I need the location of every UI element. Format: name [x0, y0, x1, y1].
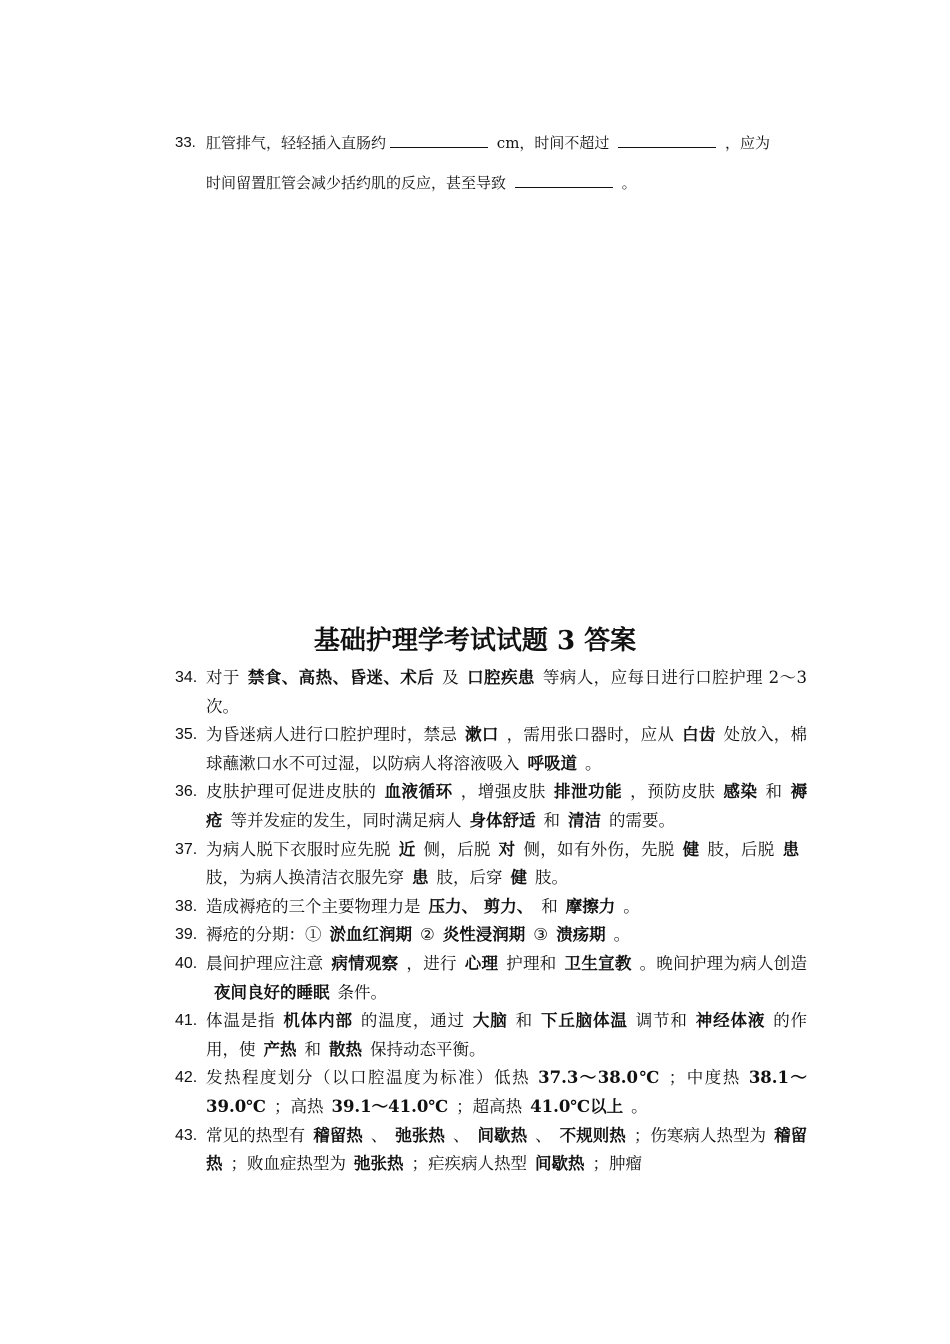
answer-text: ，预防皮肤 [630, 782, 716, 802]
answer-keyword: 压力、 剪力、 [428, 896, 534, 916]
answer-keyword: 摩擦力 [565, 896, 616, 916]
answer-text: 及 [442, 668, 460, 687]
answer-item [175, 921, 807, 950]
answer-keyword: 夜间良好的睡眠 [214, 982, 330, 1002]
answer-item [175, 836, 807, 893]
answer-keyword: 炎性浸润期 [442, 925, 526, 945]
answer-number: 38. [175, 897, 198, 915]
question-33 [175, 123, 815, 203]
answer-keyword: 健 [682, 839, 700, 859]
answer-text: ，增强皮肤 [460, 782, 546, 802]
answer-number: 39. [175, 926, 198, 944]
answer-keyword: 大脑 [472, 1011, 508, 1031]
answer-text: 为病人脱下衣服时应先脱 [206, 839, 391, 859]
answer-keyword: 白齿 [682, 725, 716, 745]
answer-text: 的温度，通过 [360, 1011, 465, 1031]
answer-item [175, 664, 807, 721]
answer-text: 体温是指 [206, 1011, 276, 1031]
answer-blank [390, 132, 488, 148]
answer-text: 等病人，应每日进行口腔护理 2～3 次。 [206, 668, 808, 716]
answer-text: 。晚间护理为病人创造 [639, 953, 807, 973]
answer-text: ；疟疾病人热型 [411, 1154, 527, 1174]
answer-keyword: 呼吸道 [527, 753, 577, 773]
answer-text: 常见的热型有 [206, 1125, 306, 1145]
answer-text: 造成褥疮的三个主要物理力是 [206, 896, 421, 916]
answer-text: 。 [631, 1096, 648, 1116]
question-text-part: 肛管排气，轻轻插入直肠约 [206, 134, 387, 152]
question-text [206, 123, 815, 203]
answer-keyword: 39.1～41.0℃ [331, 1096, 449, 1116]
answer-keyword: 清洁 [568, 810, 601, 830]
answer-keyword: 间歇热 [535, 1154, 585, 1174]
answer-text: 护理和 [506, 953, 557, 973]
answer-keyword: 感染 [723, 782, 758, 802]
answer-keyword: 稽留热 [313, 1125, 363, 1145]
answer-keyword: 散热 [329, 1039, 362, 1059]
answer-item [175, 721, 807, 778]
answer-keyword: 淤血红润期 [329, 925, 412, 945]
answer-keyword: 身体舒适 [469, 810, 536, 830]
answer-keyword: 溃疡期 [556, 925, 606, 945]
answer-text: ；伤寒病人热型为 [633, 1125, 767, 1145]
question-text-part: 。 [621, 174, 637, 192]
answer-number: 40. [175, 954, 198, 972]
answer-keyword: 排泄功能 [553, 782, 623, 802]
answer-keyword: 口腔疾患 [467, 668, 535, 687]
answer-text: 的作用，使 [206, 1011, 808, 1059]
answer-keyword: 弛张热 [395, 1125, 445, 1145]
answer-text: 。 [585, 753, 602, 773]
answer-item [175, 950, 807, 1007]
answer-text: 和 [541, 896, 558, 916]
answer-number: 36. [175, 783, 198, 801]
question-text-part: cm，时间不超过 [496, 134, 610, 152]
answer-number: 37. [175, 840, 198, 858]
answer-blank [618, 132, 716, 148]
answer-keyword: 下丘脑体温 [540, 1011, 628, 1031]
question-number: 33. [175, 134, 196, 151]
answer-text: ；败血症热型为 [230, 1154, 346, 1174]
answer-number: 35. [175, 726, 198, 744]
answer-text: 侧，如有外伤，先脱 [523, 839, 675, 859]
answer-item [175, 1122, 807, 1179]
answer-text: 和 [515, 1011, 533, 1031]
answer-keyword: 近 [398, 839, 416, 859]
answer-text: 对于 [206, 668, 240, 687]
answer-text: 和 [543, 810, 560, 830]
answer-blank [515, 172, 613, 188]
answer-text: ② [420, 925, 435, 945]
answer-text: ；肿瘤 [592, 1154, 642, 1174]
answer-text: 肢，后穿 [436, 868, 503, 888]
answer-text: 。 [623, 896, 640, 916]
answer-text: 保持动态平衡。 [370, 1039, 486, 1059]
answer-text: 肢，后脱 [707, 839, 775, 859]
answer-text: 、 [370, 1125, 388, 1145]
answer-text: ；高热 [273, 1096, 324, 1116]
answer-item [175, 1007, 807, 1064]
answer-text: 肢。 [535, 868, 568, 888]
answer-text: 侧，后脱 [423, 839, 491, 859]
answer-keyword: 对 [498, 839, 516, 859]
answer-text: 和 [304, 1039, 321, 1059]
answer-text: 和 [765, 782, 783, 802]
answer-text: 。 [613, 925, 631, 945]
answer-text: 等并发症的发生，同时满足病人 [230, 810, 462, 830]
answer-keyword: 健 [510, 868, 527, 888]
answer-text: ，进行 [406, 953, 457, 973]
answer-keyword: 卫生宣教 [564, 953, 632, 973]
answer-text: 处放入，棉球蘸漱口水不可过湿，以防病人将溶液吸入 [206, 725, 808, 773]
answer-text: 褥疮的分期：① [206, 925, 322, 945]
answer-keyword: 37.3～38.0℃ [538, 1068, 661, 1088]
answer-text: 发热程度划分（以口腔温度为标准）低热 [206, 1068, 531, 1088]
answer-keyword: 弛张热 [354, 1154, 404, 1174]
answer-text: ；超高热 [456, 1096, 523, 1116]
answer-keyword: 不规则热 [559, 1125, 626, 1145]
answer-keyword: 41.0℃以上 [530, 1096, 624, 1116]
answer-text: 的需要。 [609, 810, 675, 830]
answer-item [175, 778, 807, 835]
answer-keyword: 产热 [263, 1039, 297, 1059]
answer-keyword: 心理 [464, 953, 499, 973]
question-text-part: 时间留置肛管会减少括约肌的反应，甚至导致 [206, 174, 507, 192]
answer-number: 43. [175, 1126, 198, 1144]
answer-text: 肢，为病人换清洁衣服先穿 [206, 868, 404, 888]
answer-text: 晨间护理应注意 [206, 953, 324, 973]
answer-keyword: 38.1～39.0℃ [206, 1068, 808, 1116]
answer-text: ③ [533, 925, 549, 945]
answer-number: 42. [175, 1069, 198, 1087]
answer-keyword: 机体内部 [283, 1011, 353, 1031]
answer-text: 皮肤护理可促进皮肤的 [206, 782, 377, 802]
answer-text: 为昏迷病人进行口腔护理时，禁忌 [206, 725, 458, 745]
answer-keyword: 病情观察 [331, 953, 399, 973]
document-title: 基础护理学考试试题 3 答案 [313, 626, 637, 656]
answer-keyword: 禁食、高热、昏迷、术后 [247, 668, 435, 687]
answer-text: ；中度热 [668, 1068, 741, 1088]
answer-number: 41. [175, 1012, 198, 1030]
answer-text: 条件。 [337, 982, 387, 1002]
answer-text: 、 [452, 1125, 470, 1145]
answer-keyword: 褥疮 [206, 782, 808, 830]
answer-keyword: 神经体液 [695, 1011, 766, 1031]
answer-keyword: 患 [412, 868, 429, 888]
answer-item [175, 1064, 807, 1121]
answer-item [175, 893, 807, 922]
answer-keyword: 间歇热 [477, 1125, 528, 1145]
answer-text: 调节和 [635, 1011, 688, 1031]
answer-text: 、 [535, 1125, 552, 1145]
answer-text: ，需用张口器时，应从 [506, 725, 675, 745]
answer-number: 34. [175, 669, 198, 686]
answer-keyword: 漱口 [465, 725, 499, 745]
answer-keyword: 患 [782, 839, 800, 859]
answer-keyword: 稽留热 [206, 1125, 808, 1174]
question-text-part: ，应为 [725, 134, 771, 152]
answer-list [175, 664, 807, 1179]
answer-keyword: 血液循环 [384, 782, 453, 802]
